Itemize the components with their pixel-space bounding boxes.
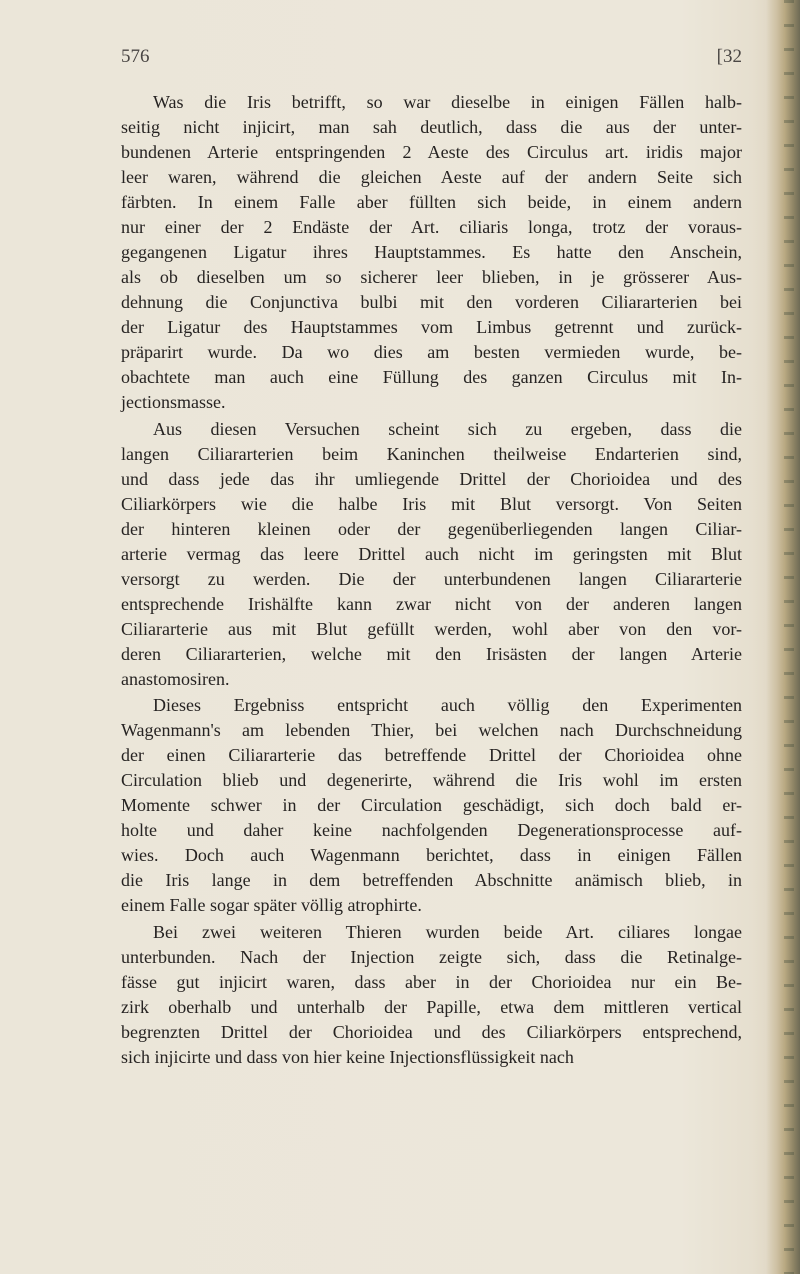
text-line: präparirt wurde. Da wo dies am besten vermieden wurde, be- [121,342,742,362]
text-line: Ciliarkörpers wie die halbe Iris mit Blut versorgt. Von Seiten [121,493,742,514]
text-line: anastomosiren. [121,668,230,689]
running-header [121,46,742,76]
text-line: die Iris lange in dem betreffenden Abschnitte anämisch blieb, in [121,870,742,890]
text-line: Momente schwer in der Circulation geschädigt, sich doch bald er- [121,795,742,815]
text-line: entsprechende Irishälfte kann zwar nicht von der anderen langen [121,593,742,614]
text-line: seitig nicht injicirt, man sah deutlich, dass die aus der unter- [121,117,742,137]
text-line: der Ligatur des Hauptstammes vom Limbus getrennt und zurück- [121,317,742,337]
text-line: einem Falle sogar später völlig atrophirte. [121,895,422,915]
page-edge-texture [784,0,794,1274]
page-number: 576 [121,46,150,67]
page-edge-shadow [766,0,800,1274]
text-line: begrenzten Drittel der Chorioidea und des Ciliarkörpers entsprechend, [121,1021,742,1042]
text-line: gegangenen Ligatur ihres Hauptstammes. Es hatte den Anschein, [121,242,742,262]
text-line: unterbunden. Nach der Injection zeigte sich, dass die Retinalge- [121,946,742,967]
text-line: dehnung die Conjunctiva bulbi mit den vorderen Ciliararterien bei [121,292,742,312]
text-line: der hinteren kleinen oder der gegenüberliegenden langen Ciliar- [121,518,742,539]
text-line: der einen Ciliararterie das betreffende Drittel der Chorioidea ohne [121,745,742,765]
text-line: Dieses Ergebniss entspricht auch völlig den Experimenten [153,695,742,715]
text-line: Circulation blieb und degenerirte, während die Iris wohl im ersten [121,770,742,790]
paragraph [121,90,742,415]
paragraph [121,920,742,1070]
text-line: Aus diesen Versuchen scheint sich zu ergeben, dass die [153,418,742,439]
text-line: sich injicirte und dass von hier keine Injectionsflüssigkeit nach [121,1046,574,1067]
text-line: als ob dieselben um so sicherer leer blieben, in je grösserer Aus- [121,267,742,287]
text-line: färbten. In einem Falle aber füllten sich beide, in einem andern [121,192,742,212]
text-line: obachtete man auch eine Füllung des ganzen Circulus mit In- [121,367,742,387]
text-line: Wagenmann's am lebenden Thier, bei welchen nach Durchschneidung [121,720,742,740]
text-line: deren Ciliararterien, welche mit den Irisästen der langen Arterie [121,643,742,664]
text-line: bundenen Arterie entspringenden 2 Aeste des Circulus art. iridis major [121,142,742,162]
text-line: zirk oberhalb und unterhalb der Papille, etwa dem mittleren vertical [121,996,742,1017]
text-line: wies. Doch auch Wagenmann berichtet, dass in einigen Fällen [121,845,742,865]
text-line: Was die Iris betrifft, so war dieselbe in einigen Fällen halb- [153,92,742,112]
text-line: Bei zwei weiteren Thieren wurden beide Art. ciliares longae [153,921,742,942]
paragraph [121,693,742,918]
body-text [121,90,742,1070]
text-line: langen Ciliararterien beim Kaninchen theilweise Endarterien sind, [121,443,742,464]
text-line: versorgt zu werden. Die der unterbundenen langen Ciliararterie [121,568,742,589]
text-line: holte und daher keine nachfolgenden Degenerationsprocesse auf- [121,820,742,840]
text-line: jectionsmasse. [121,392,226,412]
text-line: nur einer der 2 Endäste der Art. ciliaris longa, trotz der voraus- [121,217,742,237]
section-mark: [32 [716,46,742,67]
text-line: arterie vermag das leere Drittel auch nicht im geringsten mit Blut [121,543,742,564]
paragraph [121,417,742,692]
text-line: Ciliararterie aus mit Blut gefüllt werden, wohl aber von den vor- [121,618,742,639]
text-line: fässe gut injicirt waren, dass aber in der Chorioidea nur ein Be- [121,971,742,992]
text-line: leer waren, während die gleichen Aeste auf der andern Seite sich [121,167,742,187]
text-line: und dass jede das ihr umliegende Drittel der Chorioidea und des [121,468,742,489]
